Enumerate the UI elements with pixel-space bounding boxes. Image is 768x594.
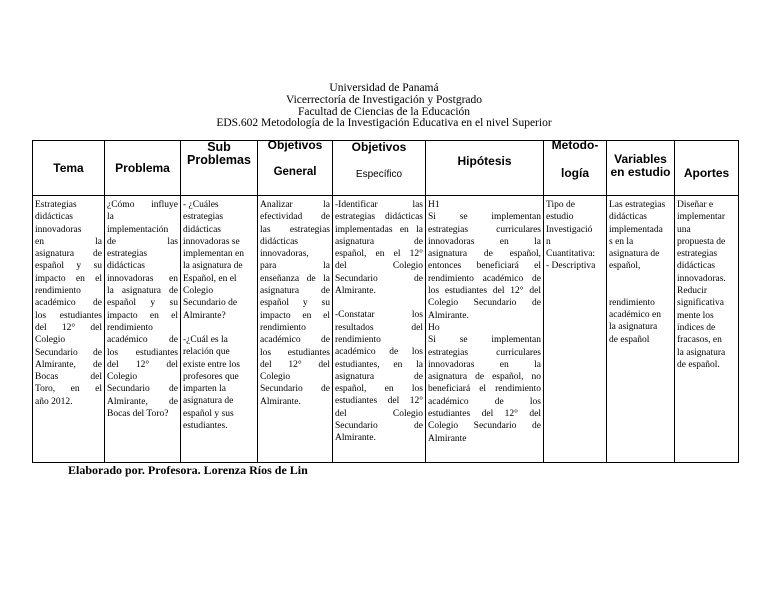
cell-line: rendimiento — [260, 322, 306, 333]
cell-line: rendimiento académico de — [428, 273, 541, 284]
cell-line: imparten la — [183, 384, 226, 395]
cell-objetivo-general — [258, 196, 333, 463]
cell-line: implementación — [107, 224, 169, 235]
cell-line: implementada — [609, 224, 663, 235]
cell-line: - ¿Cuáles — [183, 200, 219, 210]
col-objetivo-especifico: Objetivos Específico — [333, 141, 426, 196]
cell-line: Analizar la — [260, 200, 330, 210]
cell-line: profesores que — [183, 371, 239, 382]
cell-line: académico de los — [335, 347, 423, 358]
cell-line: Si se implementan — [428, 335, 541, 346]
cell-line: estudiantes. — [183, 421, 228, 432]
cell-line: impacto en el — [260, 310, 330, 321]
cell-line: Secundario de — [335, 421, 423, 432]
table-row — [33, 196, 739, 463]
cell-line: rendimiento — [107, 322, 153, 333]
cell-line: Almirante. — [260, 396, 301, 407]
cell-line: Bocas del — [35, 372, 102, 383]
cell-line: las estrategias — [260, 224, 330, 235]
cell-line: H1 — [428, 200, 440, 210]
cell-line: s en la — [609, 236, 634, 247]
cell-aportes — [675, 196, 739, 463]
cell-line: Secundario de — [260, 384, 330, 395]
cell-line: académico de — [35, 298, 102, 309]
cell-line: enseñanza de la — [260, 273, 330, 284]
cell-line: Toro, en el — [35, 384, 102, 395]
header-row — [33, 141, 739, 196]
cell-line: propuesta de — [677, 236, 726, 247]
cell-line: de español — [609, 334, 650, 345]
cell-line: Secundario de — [107, 384, 178, 395]
cell-line: Bocas del Toro? — [107, 409, 169, 420]
cell-line: asignatura de — [183, 396, 234, 407]
cell-line: didácticas — [609, 212, 647, 223]
cell-line: significativa — [677, 298, 724, 309]
cell-line: del Colegio — [335, 408, 423, 419]
cell-line: Almirante? — [183, 310, 226, 321]
cell-line: del 12° del — [260, 359, 330, 370]
col-aportes: Aportes — [675, 141, 739, 196]
cell-line: innovadoras en la — [428, 359, 541, 370]
cell-line: asignatura de — [260, 286, 330, 297]
cell-line: rendimiento — [609, 297, 655, 308]
cell-line: asignatura de — [35, 249, 102, 260]
cell-line: año 2012. — [35, 396, 73, 407]
cell-variables — [607, 196, 675, 463]
cell-line: mente los — [677, 310, 714, 321]
cell-line: del 12° del — [107, 359, 178, 370]
cell-line: de las — [107, 236, 178, 247]
cell-line: los estudiantes — [107, 347, 178, 358]
cell-line: Colegio — [107, 372, 138, 383]
cell-line: de español. — [677, 359, 720, 370]
cell-line: beneficiará el rendimiento — [428, 384, 541, 395]
cell-line: innovadoras en la — [428, 236, 541, 247]
cell-line: en la — [35, 236, 102, 247]
cell-line: existe entre los — [183, 359, 240, 370]
cell-line: Secundario de — [335, 273, 423, 284]
cell-line: asignatura de español, — [428, 249, 541, 260]
cell-line: español y su — [107, 298, 178, 309]
cell-line: Colegio — [260, 372, 291, 383]
col-metodologia: Metodo- logía — [544, 141, 607, 196]
cell-line: innovadoras en — [107, 273, 178, 284]
cell-line: Secundario de — [183, 298, 238, 309]
cell-line: español y su — [35, 261, 102, 272]
cell-line: Almirante, de — [35, 359, 102, 370]
cell-line: relación que — [183, 347, 230, 358]
cell-line: impacto en el — [107, 310, 178, 321]
university-name: Universidad de Panamá — [329, 82, 439, 94]
cell-line: la asignatura de — [183, 261, 243, 272]
cell-sub-problemas — [181, 196, 258, 463]
cell-line: español, en los — [335, 384, 423, 395]
cell-line: efectividad de — [260, 212, 330, 223]
cell-line: Español, en el — [183, 273, 237, 284]
cell-line: Colegio — [183, 286, 214, 297]
cell-line: español y su — [260, 298, 330, 309]
cell-line: estudio — [546, 212, 574, 223]
cell-line: estrategias — [183, 212, 224, 223]
cell-line: implementar — [677, 212, 726, 223]
cell-line: Diseñar e — [677, 200, 714, 210]
cell-line: Cuantitativa: — [546, 249, 596, 260]
cell-line: los estudiantes — [260, 347, 330, 358]
col-sub-problemas: Sub Problemas — [181, 141, 258, 196]
cell-line: didácticas — [183, 224, 221, 235]
cell-line: la — [107, 212, 114, 223]
cell-line: didácticas — [677, 261, 715, 272]
cell-line: Investigació — [546, 224, 593, 235]
cell-line: ¿Cómo influye — [107, 200, 178, 210]
cell-line: los estudiantes del 12° del — [428, 286, 541, 297]
cell-line: Las estrategias — [609, 200, 666, 210]
cell-metodologia — [544, 196, 607, 463]
cell-line: estrategias curriculares — [428, 347, 541, 358]
cell-line: Almirante, de — [107, 396, 178, 407]
cell-line: una — [677, 224, 691, 235]
cell-line: entonces beneficiará el — [428, 261, 541, 272]
faculty-name: Facultad de Ciencias de la Educación — [297, 105, 471, 118]
cell-line: Si se implementan — [428, 212, 541, 223]
cell-line: didácticas — [35, 212, 73, 223]
cell-line: del 12° del — [35, 322, 102, 333]
cell-line: innovadoras, — [260, 249, 309, 260]
cell-line: -¿Cuál es la — [183, 334, 228, 345]
cell-line: la asignatura de — [107, 286, 178, 297]
cell-line: estrategias — [107, 249, 148, 260]
cell-line: Almirante. — [335, 433, 376, 444]
cell-line: implementan en — [183, 249, 244, 260]
cell-line: Estrategias — [35, 200, 77, 210]
cell-line: académico de los — [428, 396, 541, 407]
cell-line: español y sus — [183, 408, 234, 419]
cell-line: Colegio — [35, 335, 66, 346]
cell-objetivo-especifico — [333, 196, 426, 463]
cell-line: fracasos, en — [677, 335, 722, 346]
cell-line: asignatura de — [609, 249, 660, 260]
cell-line: asignatura de — [335, 371, 423, 382]
cell-line: estrategias — [677, 249, 718, 260]
cell-line: estrategias didácticas — [335, 212, 423, 223]
course-title: EDS.602 Metodología de la Investigación Educativa en el nivel Superior — [216, 117, 552, 130]
cell-line: Almirante. — [335, 286, 376, 297]
cell-line: Secundario de — [35, 347, 102, 358]
cell-line: Almirante. — [428, 310, 469, 321]
cell-line: la asignatura — [677, 347, 726, 358]
cell-line: académico de — [107, 335, 178, 346]
cell-line: para la — [260, 261, 330, 272]
cell-line: estudiantes del 12° — [335, 396, 423, 407]
cell-line: -Identificar las — [335, 200, 423, 210]
cell-line: n — [546, 236, 551, 247]
col-problema: Problema — [105, 141, 181, 196]
cell-problema — [105, 196, 181, 463]
congruence-matrix-table — [32, 140, 739, 463]
col-hipotesis: Hipótesis — [426, 141, 544, 196]
cell-line: innovadoras — [35, 224, 82, 235]
col-variables: Variables en estudio — [607, 141, 675, 196]
cell-line: del Colegio — [335, 261, 423, 272]
cell-line: Reducir — [677, 286, 708, 297]
cell-line: académico de — [260, 335, 330, 346]
cell-line: índices de — [677, 322, 716, 333]
col-tema: Tema — [33, 141, 105, 196]
cell-line: Tipo de — [546, 200, 575, 210]
cell-line: impacto en el — [35, 273, 102, 284]
cell-line: innovadoras. — [677, 273, 726, 284]
cell-line: innovadoras se — [183, 236, 240, 247]
cell-line: - Descriptiva — [546, 261, 596, 272]
cell-line: rendimiento — [35, 286, 81, 297]
cell-line: español, en el 12° — [335, 249, 423, 260]
cell-line: asignatura de español, no — [428, 372, 541, 383]
cell-line: didácticas — [260, 236, 298, 247]
cell-line: Almirante — [428, 433, 467, 444]
document-header — [0, 83, 768, 130]
cell-hipotesis — [426, 196, 544, 463]
cell-line: -Constatar los — [335, 310, 423, 321]
cell-line: académico en — [609, 310, 661, 321]
cell-line: Colegio Secundario de — [428, 421, 541, 432]
col-objetivo-general: Objetivos General — [258, 141, 333, 196]
cell-line: Ho — [428, 322, 440, 333]
cell-line: implementadas en la — [335, 224, 423, 235]
cell-line: Colegio Secundario de — [428, 298, 541, 309]
cell-line: estudiantes, en la — [335, 359, 423, 370]
cell-line: didácticas — [107, 261, 145, 272]
vice-rectory: Vicerrectoría de Investigación y Postgrado — [285, 93, 483, 106]
cell-line: estrategias curriculares — [428, 224, 541, 235]
cell-line: rendimiento — [335, 334, 381, 345]
cell-line: español, — [609, 261, 641, 272]
cell-tema — [33, 196, 105, 463]
cell-line: asignatura de — [335, 236, 423, 247]
cell-line: estudiantes del 12° del — [428, 409, 541, 420]
cell-line: resultados del — [335, 322, 423, 333]
author-credit: Elaborado por. Profesora. Lorenza Ríos de Lin — [68, 463, 308, 477]
cell-line: los estudiantes — [35, 310, 102, 321]
cell-line: la asignatura — [609, 322, 658, 333]
